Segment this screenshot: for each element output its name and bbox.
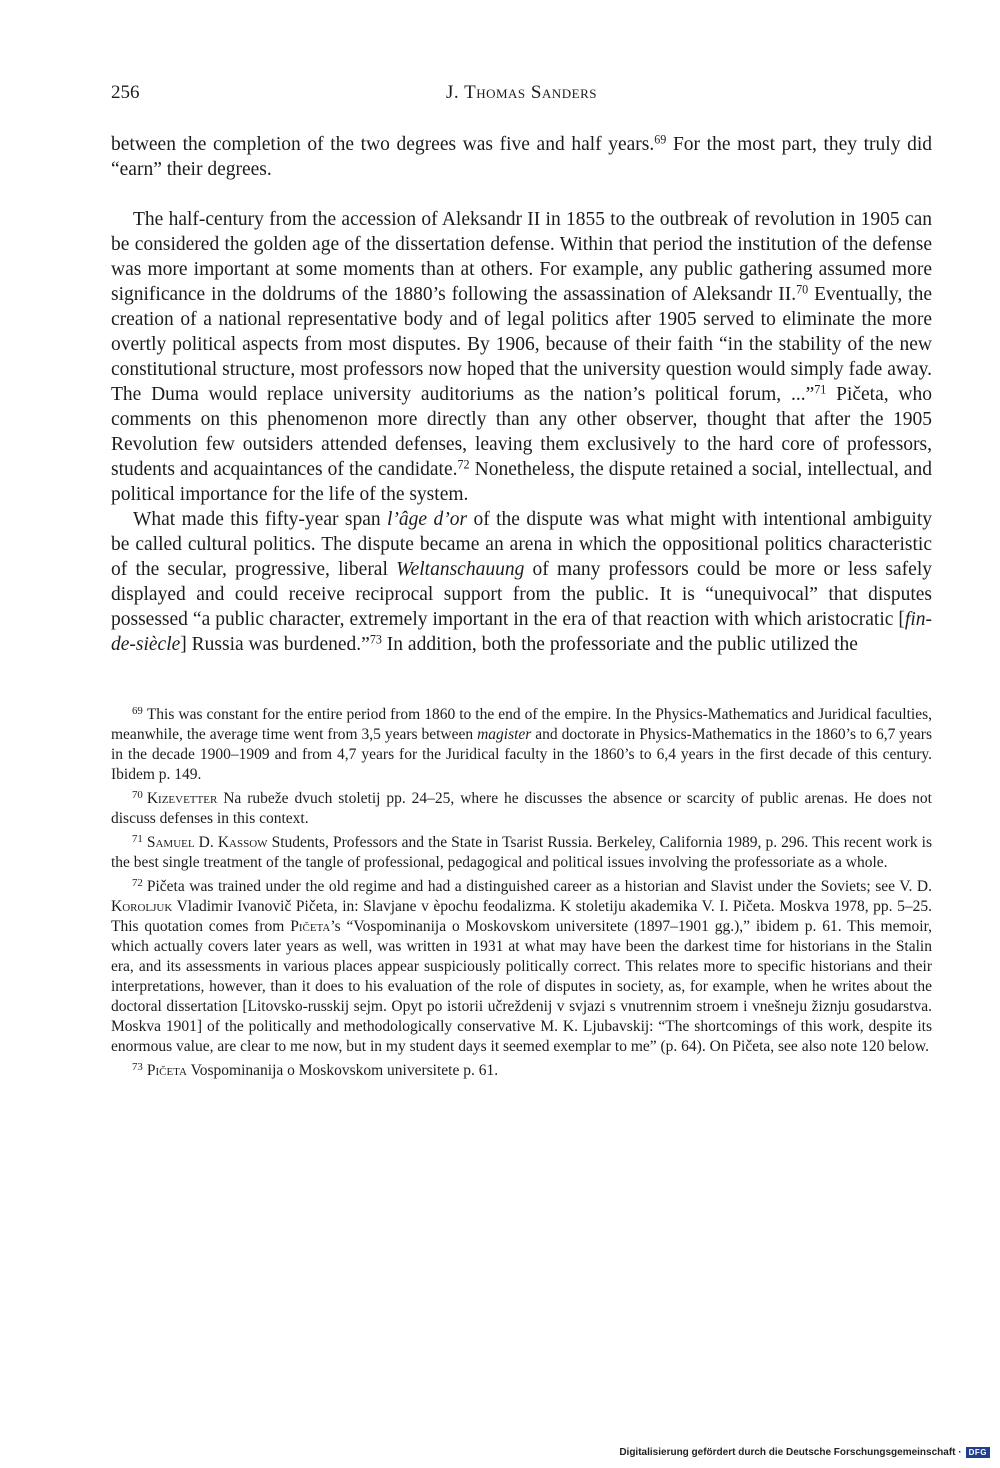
footnote-71 <box>111 833 932 873</box>
text-run: Pičeta was trained under the old regime and had a distinguished career as a historian and Slavist under the Soviets; see V. D. <box>146 878 932 895</box>
text-run: Pičeta, who comments on this phenomenon more directly than any other observer, thought that after the 1905 Revolution few outsiders attended defenses, leaving them exclusively to the hard core of professors, students and acquaintances of the candidate. <box>111 384 932 480</box>
footnotes <box>111 705 932 1081</box>
dfg-logo: DFG <box>966 1447 990 1458</box>
footnote-73 <box>111 1061 932 1081</box>
text-run: ] Russia was burdened.” <box>180 634 370 655</box>
footnote-ref-72: 72 <box>457 457 470 472</box>
text-run: Na rubeže dvuch stoletij pp. 24–25, where he discusses the absence or scarcity of public arenas. He does not discuss defenses in this context. <box>111 790 932 827</box>
italic-term: Weltanschauung <box>396 559 525 580</box>
footnote-number: 69 <box>132 705 143 718</box>
text-run: and doctorate in Physics-Mathematics in the 1860’s to 6,7 years in the decade 1900–1909 and from 4,7 years for the Juridical faculty in the 1860’s to 6,4 years in the first decade of this century. Ibidem p. 149. <box>111 726 932 783</box>
text-run: Vladimir Ivanovič Pičeta, in: Slavjane v èpochu feodalizma. K stoletiju akademika V. I. Pičeta. Moskva 1978, pp. 5–25. This quotation comes from <box>111 898 932 935</box>
text-run: The half-century from the accession of Aleksandr II in 1855 to the outbreak of revolution in 1905 can be considered the golden age of the dissertation defense. Within that period the institution of the defense was more important at some moments than at others. For example, any public gathering assumed more significance in the doldrums of the 1880’s following the assassination of Aleksandr II. <box>111 209 932 305</box>
footnote-number: 70 <box>132 789 143 802</box>
footnote-number: 71 <box>132 833 143 846</box>
text-run: of the dispute was what might with intentional ambiguity be called cultural politics. The dispute became an arena in which the oppositional politics characteristic of the secular, progressive, liberal <box>111 509 932 580</box>
text-run: Nonetheless, the dispute retained a social, intellectual, and political importance for the life of the system. <box>111 459 932 505</box>
italic-term: fin-de-siècle <box>111 609 932 655</box>
paragraph-1 <box>111 132 932 182</box>
text-run: What made this fifty-year span <box>133 509 388 530</box>
footnote-72 <box>111 877 932 1057</box>
footnote-number: 72 <box>132 877 143 890</box>
italic-term: magister <box>477 726 532 743</box>
footnote-ref-73: 73 <box>369 632 382 647</box>
footnote-ref-70: 70 <box>796 282 809 297</box>
paragraph-2 <box>111 207 932 507</box>
cited-author: Pičeta <box>290 918 331 935</box>
text-run: Vospominanija o Moskovskom universitete p. 61. <box>186 1062 499 1079</box>
paragraph-3 <box>111 507 932 657</box>
cited-author: Pičeta <box>146 1062 187 1079</box>
page-number: 256 <box>111 82 140 103</box>
running-head-author: J. Thomas Sanders <box>446 82 597 103</box>
italic-term: l’âge d’or <box>387 509 468 530</box>
text-run: This was constant for the entire period from 1860 to the end of the empire. In the Physics-Mathematics and Juridical faculties, meanwhile, the average time went from 3,5 years between <box>111 706 932 743</box>
page <box>111 82 932 1085</box>
cited-author: Samuel D. Kassow <box>146 834 268 851</box>
text-run: For the most part, they truly did “earn” their degrees. <box>111 134 932 180</box>
text-run: In addition, both the professoriate and the public utilized the <box>381 634 858 655</box>
credit-text: Digitalisierung gefördert durch die Deutsche Forschungsgemeinschaft · <box>619 1447 962 1458</box>
page-header <box>111 82 932 112</box>
cited-author: Koroljuk <box>111 898 173 915</box>
footnote-ref-71: 71 <box>814 382 827 397</box>
footnote-70 <box>111 789 932 829</box>
footnote-number: 73 <box>132 1061 143 1074</box>
body-text <box>111 132 932 657</box>
digitization-credit <box>619 1447 990 1458</box>
text-run: ’s “Vospominanija o Moskovskom universitete (1897–1901 gg.),” ibidem p. 61. This memoir, which actually covers later years as well, was written in 1931 at what may have been the darkest time for historians in the Stalin era, and its assessments in various places appear suspiciously politically correct. This relates more to specific historians and their interpretations, however, than it does to his evaluation of the role of disputes in society, as, for example, when he writes about the doctoral dissertation [Litovsko-russkij sejm. Opyt po istorii učreždenij v svjazi s vnutrennim stroem i vnešneju žiznju gosudarstva. Moskva 1901] of the politically and methodologically conservative M. K. Ljubavskij: “The shortcomings of this work, despite its enormous value, are clear to me now, but in my student days it seemed exemplar to me” (p. 64). On Pičeta, see also note 120 below. <box>111 918 932 1055</box>
footnote-ref-69: 69 <box>654 132 667 147</box>
text-run: of many professors could be more or less safely displayed and could receive reciprocal support from the public. It is “unequivocal” that disputes possessed “a public character, extremely important in the era of that reaction with which aristocratic [ <box>111 559 932 630</box>
text-run: between the completion of the two degrees was five and half years. <box>111 134 655 155</box>
text-run: Eventually, the creation of a national representative body and of legal politics after 1905 served to eliminate the more overtly political aspects from most disputes. By 1906, because of their faith “in the stability of the new constitutional structure, most professors now hoped that the university question would simply fade away. The Duma would replace university auditoriums as the nation’s political forum, ...” <box>111 284 932 405</box>
text-run: Students, Professors and the State in Tsarist Russia. Berkeley, California 1989, p. 296. This recent work is the best single treatment of the tangle of professional, pedagogical and political issues involving the professoriate as a whole. <box>111 834 932 871</box>
cited-author: Kizevetter <box>146 790 218 807</box>
footnote-69 <box>111 705 932 785</box>
